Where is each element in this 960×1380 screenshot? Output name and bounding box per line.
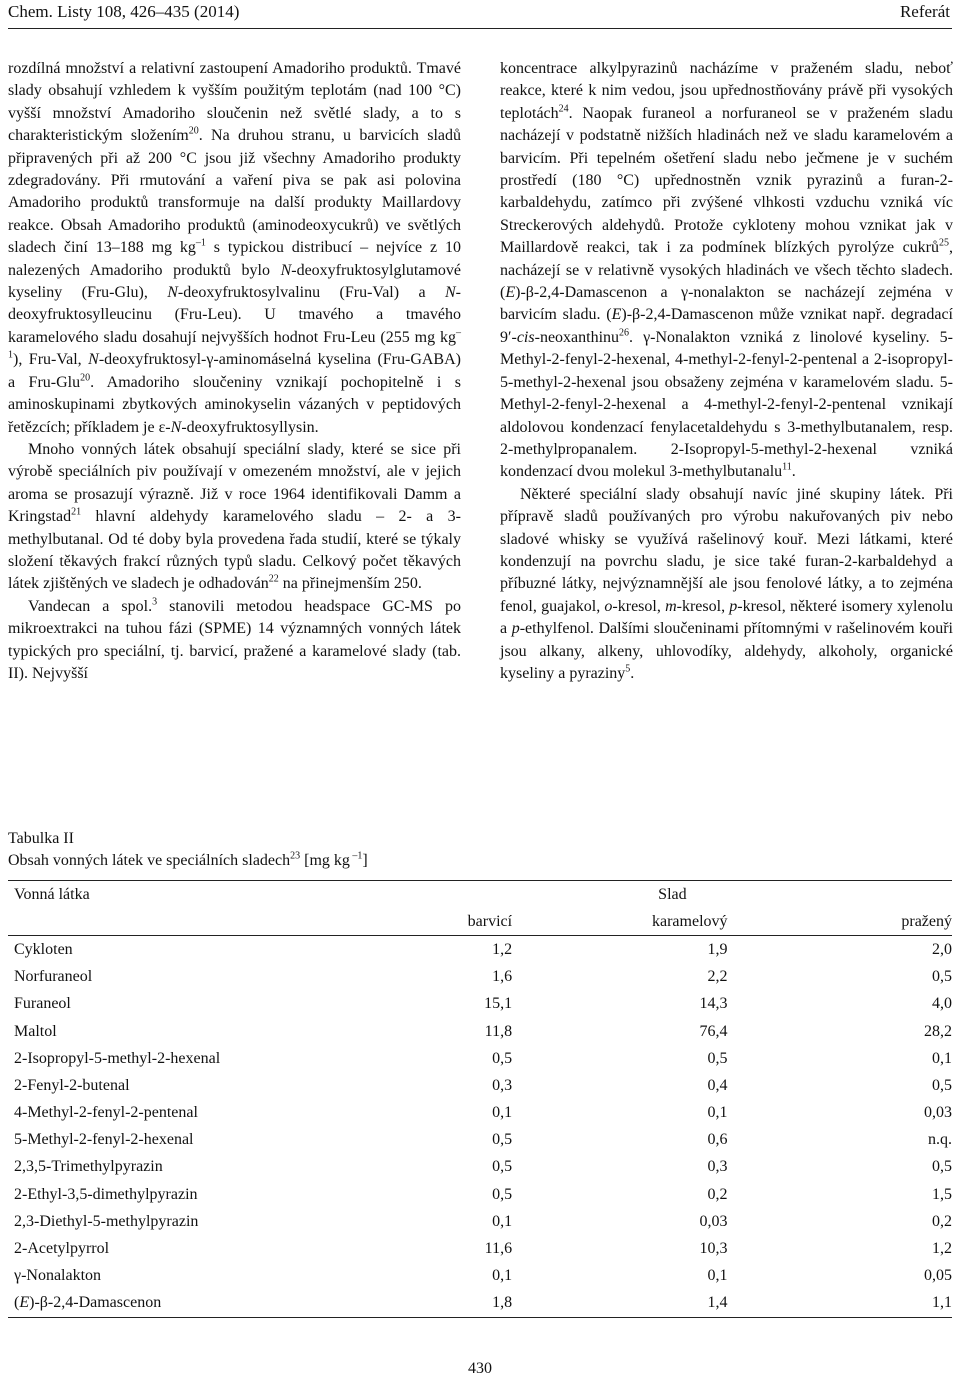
value-cell: 0,1	[707, 1267, 728, 1285]
paragraph: rozdílná množství a relativní zastoupení Amadoriho produktů. Tmavé slady obsahují vzhledem k vyšším použitým teplotám (nad 100 °C) vyšší množství Amadoriho sloučenin než světlé slady, a to s charakteristickým složením$^{20}$. Na druhou stranu, u barvicích sladů připravených při až 200 °C jsou již všechny Amadoriho produkty zdegradovány. Při rmutování a vaření piva se pak asi polovina Amadoriho produktů transformuje na další produkty Maillardovy reakce. Obsah Amadoriho produktů (aminodeoxycukrů) ve světlých sladech činí 13–188 mg $kg^{-1}$ s typickou distribucí – nejvíce z 10 nalezených Amadoriho produktů bylo N-deoxyfruktosylglutamové kyseliny (Fru-Glu), N-deoxyfruktosylvalinu (Fru-Val) a N-deoxyfruktosylleucinu (Fru-Leu). U tmavého a tmavého karamelového sladu dosahují nejvyšších hodnot Fru-Leu (255 mg $kg^{-1}$), Fru-Val, N-deoxyfruktosyl-γ-aminomáselná kyselina (Fru-GABA) a Fru-Glu$^{20}$. Amadoriho sloučeniny vznikají pochopitelně i s aminoskupinami zbytkových aminokyselin vázaných v peptidových řetězcích; příkladem je ε-N-deoxyfruktosyllysin.	[8, 60, 461, 436]
value-cell: 0,4	[707, 1076, 728, 1094]
table-caption	[8, 828, 368, 872]
value-cell: 0,5	[707, 1049, 728, 1067]
value-cell: 0,5	[932, 1158, 952, 1176]
value-cell: 1,4	[512, 1290, 727, 1318]
paragraph: koncentrace alkylpyrazinů nacházíme v praženém sladu, neboť reakce, které k nim vedou, jsou upřednostňovány právě při vysokých teplotách$^{24}$. Naopak furaneol a norfuraneol se v praženém sladu nacházejí v podstatně nižších hladinách než ve sladu karamelovém a barvicím. Při tepelném ošetření sladu nebo ječmene je v suchém prostředí (180 °C) upřednostněn vznik pyrazinů a furan-2-karbaldehydu, zatímco při zvýšené vlhkosti vzduchu vzniká víc Streckerových aldehydů. Protože cykloteny mohou vznikat jak v Maillardově reakci, tak i za podmínek blízkých pyrolýze cukrů$^{25}$, nacházejí se v relativně vysokých hladinách ve všech těchto sladech. (E)-β-2,4-Damascenon a γ-nonalakton se nacházejí zejména v barvicím sladu. (E)-β-2,4-Damascenon může vznikat např. degradací 9′-cis-neoxanthinu$^{26}$. γ-Nonalakton vzniká z linolové kyseliny. 5-Methyl-2-fenyl-2-hexenal, 4-methyl-2-fenyl-2-pentenal a 2-isopropyl-5-methyl-2-hexenal jsou obsaženy zejména v karamelovém sladu. 5-Methyl-2-fenyl-2-hexenal a 4-methyl-2-fenyl-2-pentenal vznikají aldolovou kondenzací fenylacetaldehydu s 3-methylbutanalem, resp. 2-methylpropanalem. 2-Isopropyl-5-methyl-2-hexenal vzniká kondenzací dvou molekul 3-methylbutanalu$^{11}$.	[500, 60, 954, 481]
data-table	[8, 880, 952, 1318]
table-row	[8, 1100, 952, 1127]
table-row	[8, 1235, 952, 1262]
table-title: Obsah vonných látek ve speciálních sladech$^{23}$ [mg kg $^{-1}$]	[8, 850, 368, 869]
table-row	[8, 1072, 952, 1099]
value-cell: 28,2	[924, 1022, 952, 1040]
value-cell: 76,4	[699, 1022, 728, 1040]
value-cell: 0,5	[492, 1049, 513, 1067]
value-cell: 10,3	[699, 1240, 728, 1258]
value-cell: 15,1	[484, 995, 513, 1013]
value-cell: 0,3	[492, 1076, 513, 1094]
substance-name: Cykloten	[14, 940, 73, 958]
column-group-header: Slad	[393, 881, 952, 909]
table-row	[8, 964, 952, 991]
value-cell: 1,8	[393, 1290, 512, 1318]
column-header: barvicí	[393, 908, 512, 936]
value-cell: 1,1	[728, 1290, 952, 1318]
substance-name: γ-Nonalakton	[14, 1267, 102, 1285]
table-row	[8, 991, 952, 1018]
table-row	[8, 1208, 952, 1235]
table-row	[8, 1263, 952, 1290]
column-header: pražený	[728, 908, 952, 936]
column-header-substance: Vonná látka	[8, 881, 393, 909]
value-cell: 1,2	[492, 940, 513, 958]
section-label: Referát	[899, 2, 950, 21]
header-rule	[8, 28, 952, 29]
table-row	[8, 1018, 952, 1045]
substance-name: 2-Ethyl-3,5-dimethylpyrazin	[14, 1185, 198, 1203]
column-header: karamelový	[512, 908, 727, 936]
value-cell: 0,5	[492, 1158, 513, 1176]
value-cell: 0,5	[932, 968, 952, 986]
value-cell: 0,03	[699, 1212, 728, 1230]
substance-name: 2,3,5-Trimethylpyrazin	[14, 1158, 163, 1176]
left-text-column	[8, 58, 461, 685]
table-row	[8, 1154, 952, 1181]
right-text-column	[500, 58, 953, 685]
value-cell: 0,1	[707, 1104, 728, 1122]
value-cell: 0,3	[707, 1158, 728, 1176]
value-cell: 1,5	[932, 1185, 952, 1203]
table-row	[8, 1045, 952, 1072]
table-row	[8, 1181, 952, 1208]
page-number: 430	[468, 1360, 492, 1377]
journal-citation: Chem. Listy 108, 426–435 (2014)	[8, 2, 240, 21]
value-cell: 0,6	[707, 1131, 728, 1149]
paragraph: Některé speciální slady obsahují navíc jiné skupiny látek. Při přípravě sladů používaných pro výrobu nakuřovaných piv nebo sladové whisky se využívá rašelinový kouř. Mezi látkami, které kondenzují na povrchu sladu, je sice také furan-2-karbaldehyd a příbuzné látky, nejvýznamnější ale jsou fenolové látky, a to zejména fenol, guajakol, o-kresol, m-kresol, p-kresol, některé isomery xylenolu a p-ethylfenol. Dalšími sloučeninami přítomnými v rašelinovém kouři jsou alkany, alkeny, uhlovodíky, aldehydy, alkoholy, organické kyseliny a pyraziny$^5$.	[500, 485, 954, 682]
substance-name: 4-Methyl-2-fenyl-2-pentenal	[14, 1104, 198, 1122]
value-cell: n.q.	[928, 1131, 952, 1149]
substance-name: 2,3-Diethyl-5-methylpyrazin	[14, 1212, 199, 1230]
paragraph: Mnoho vonných látek obsahují speciální slady, které se sice při výrobě speciálních piv používají v omezeném množství, ale v jejich aroma se prosazují výrazně. Již v roce 1964 identifikovali Damm a Kringstad$^{21}$ hlavní aldehydy karamelového sladu – 2- a 3-methylbutanal. Od té doby byla provedena řada studií, které se týkaly složení těkavých frakcí různých typů sladu. Celkový počet těkavých látek zjištěných ve sladech je odhadován$^{22}$ na přinejmenším 250.	[8, 440, 461, 593]
value-cell: 0,1	[492, 1212, 513, 1230]
value-cell: 14,3	[699, 995, 728, 1013]
table-row	[8, 936, 952, 964]
table-row	[8, 1127, 952, 1154]
value-cell: 0,5	[492, 1185, 513, 1203]
paragraph: Vandecan a spol.$^3$ stanovili metodou headspace GC-MS po mikroextrakci na tuhou fázi (SPME) 14 významných vonných látek typických pro speciální, tj. barvicí, pražené a karamelové slady (tab. II). Nejvyšší	[8, 596, 461, 682]
table-row	[8, 1290, 952, 1318]
value-cell: 0,2	[707, 1185, 728, 1203]
value-cell: 1,9	[707, 940, 728, 958]
value-cell: 2,2	[707, 968, 728, 986]
substance-name: Furaneol	[14, 995, 71, 1013]
value-cell: 11,8	[484, 1022, 513, 1040]
substance-name: Maltol	[14, 1022, 57, 1040]
substance-name: 2-Isopropyl-5-methyl-2-hexenal	[14, 1049, 221, 1067]
value-cell: 0,2	[932, 1212, 952, 1230]
table-label: Tabulka II	[8, 830, 74, 847]
substance-name: Norfuraneol	[14, 968, 93, 986]
value-cell: 4,0	[932, 995, 952, 1013]
value-cell: 0,05	[924, 1267, 952, 1285]
value-cell: 0,1	[932, 1049, 952, 1067]
value-cell: 1,2	[932, 1240, 952, 1258]
value-cell: 0,5	[492, 1131, 513, 1149]
substance-name: (E)-β-2,4-Damascenon	[8, 1290, 393, 1318]
value-cell: 0,5	[932, 1076, 952, 1094]
value-cell: 0,1	[492, 1104, 513, 1122]
value-cell: 0,1	[492, 1267, 513, 1285]
value-cell: 1,6	[492, 968, 513, 986]
substance-name: 5-Methyl-2-fenyl-2-hexenal	[14, 1131, 194, 1149]
value-cell: 0,03	[924, 1104, 952, 1122]
value-cell: 11,6	[484, 1240, 513, 1258]
substance-name: 2-Acetylpyrrol	[14, 1240, 110, 1258]
substance-name: 2-Fenyl-2-butenal	[14, 1076, 130, 1094]
value-cell: 2,0	[932, 940, 952, 958]
